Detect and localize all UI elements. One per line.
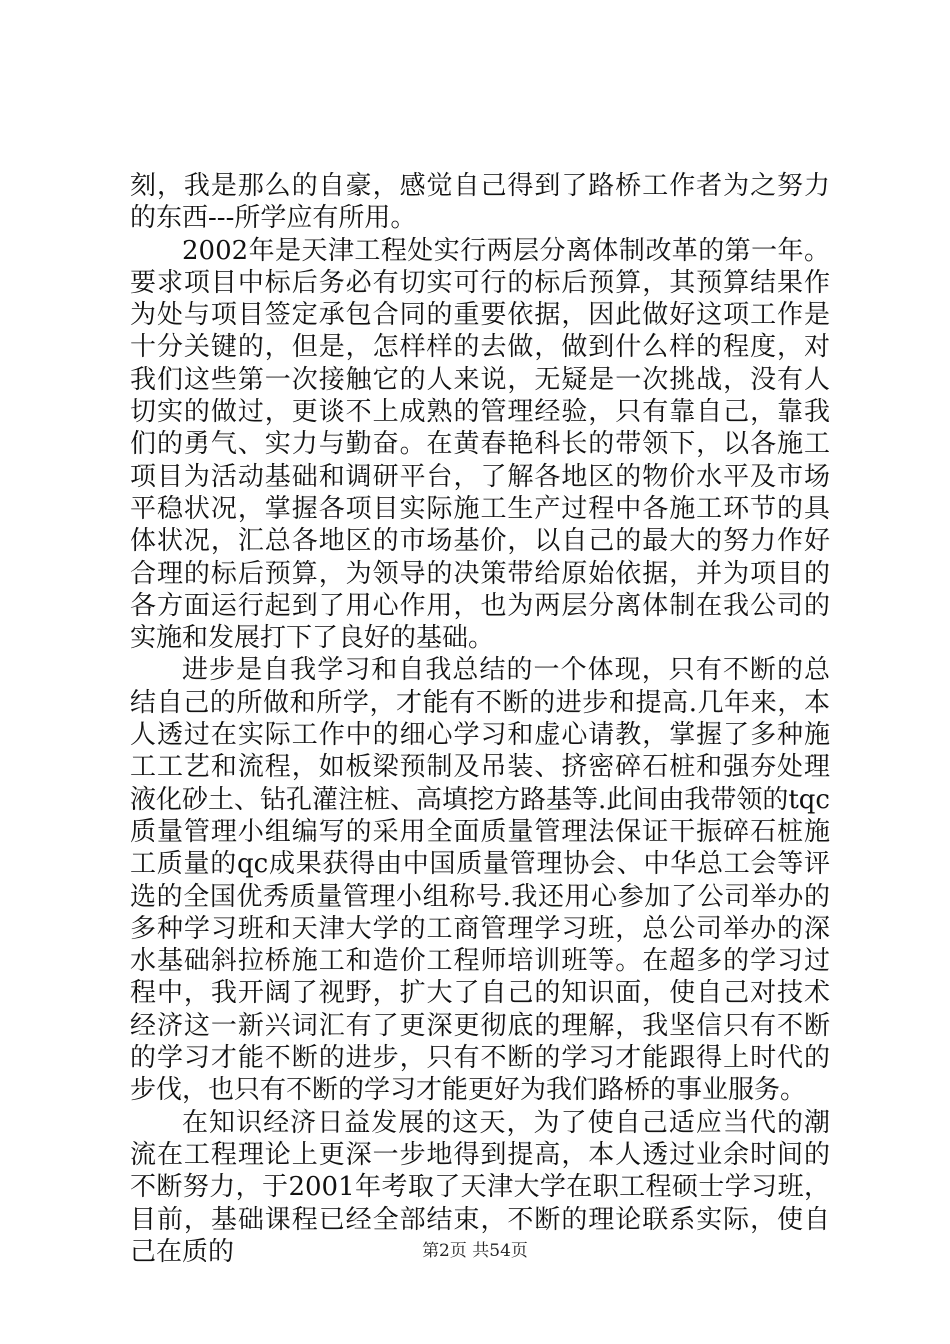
paragraph-1: 刻，我是那么的自豪，感觉自己得到了路桥工作者为之努力的东西---所学应有所用。 <box>130 171 830 234</box>
paragraph-2: 2002年是天津工程处实行两层分离体制改革的第一年。要求项目中标后务必有切实可行的标后预算，其预算结果作为处与项目签定承包合同的重要依据，因此做好这项工作是十分关键的，但是，怎样样的去做，做到什么样的程度，对我们这些第一次接触它的人来说，无疑是一次挑战，没有人切实的做过，更谈不上成熟的管理经验，只有靠自己，靠我们的勇气、实力与勤奋。在黄春艳科长的带领下，以各施工项目为活动基础和调研平台，了解各地区的物价水平及市场平稳状况，掌握各项目实际施工生产过程中各施工环节的具体状况，汇总各地区的市场基价，以自己的最大的努力作好合理的标后预算，为领导的决策带给原始依据，并为项目的各方面运行起到了用心作用，也为两层分离体制在我公司的实施和发展打下了良好的基础。 <box>130 235 830 654</box>
document-body <box>130 170 830 1268</box>
page-footer: 第2页 共54页 <box>422 1241 528 1261</box>
paragraph-4: 在知识经济日益发展的这天，为了使自己适应当代的潮流在工程理论上更深一步地得到提高，本人透过业余时间的不断努力，于2001年考取了天津大学在职工程硕士学习班，目前，基础课程已经全部结束，不断的理论联系实际，使自己在质的 <box>130 1107 830 1267</box>
paragraph-3: 进步是自我学习和自我总结的一个体现，只有不断的总结自己的所做和所学，才能有不断的进步和提高.几年来，本人透过在实际工作中的细心学习和虚心请教，掌握了多种施工工艺和流程，如板梁预制及吊装、挤密碎石桩和强夯处理液化砂土、钻孔灌注桩、高填挖方路基等.此间由我带领的tqc质量管理小组编写的采用全面质量管理法保证干振碎石桩施工质量的qc成果获得由中国质量管理协会、中华总工会等评选的全国优秀质量管理小组称号.我还用心参加了公司举办的多种学习班和天津大学的工商管理学习班，总公司举办的深水基础斜拉桥施工和造价工程师培训班等。在超多的学习过程中，我开阔了视野，扩大了自己的知识面，使自己对技术经济这一新兴词汇有了更深更彻底的理解，我坚信只有不断的学习才能不断的进步，只有不断的学习才能跟得上时代的步伐，也只有不断的学习才能更好为我们路桥的事业服务。 <box>130 655 830 1106</box>
